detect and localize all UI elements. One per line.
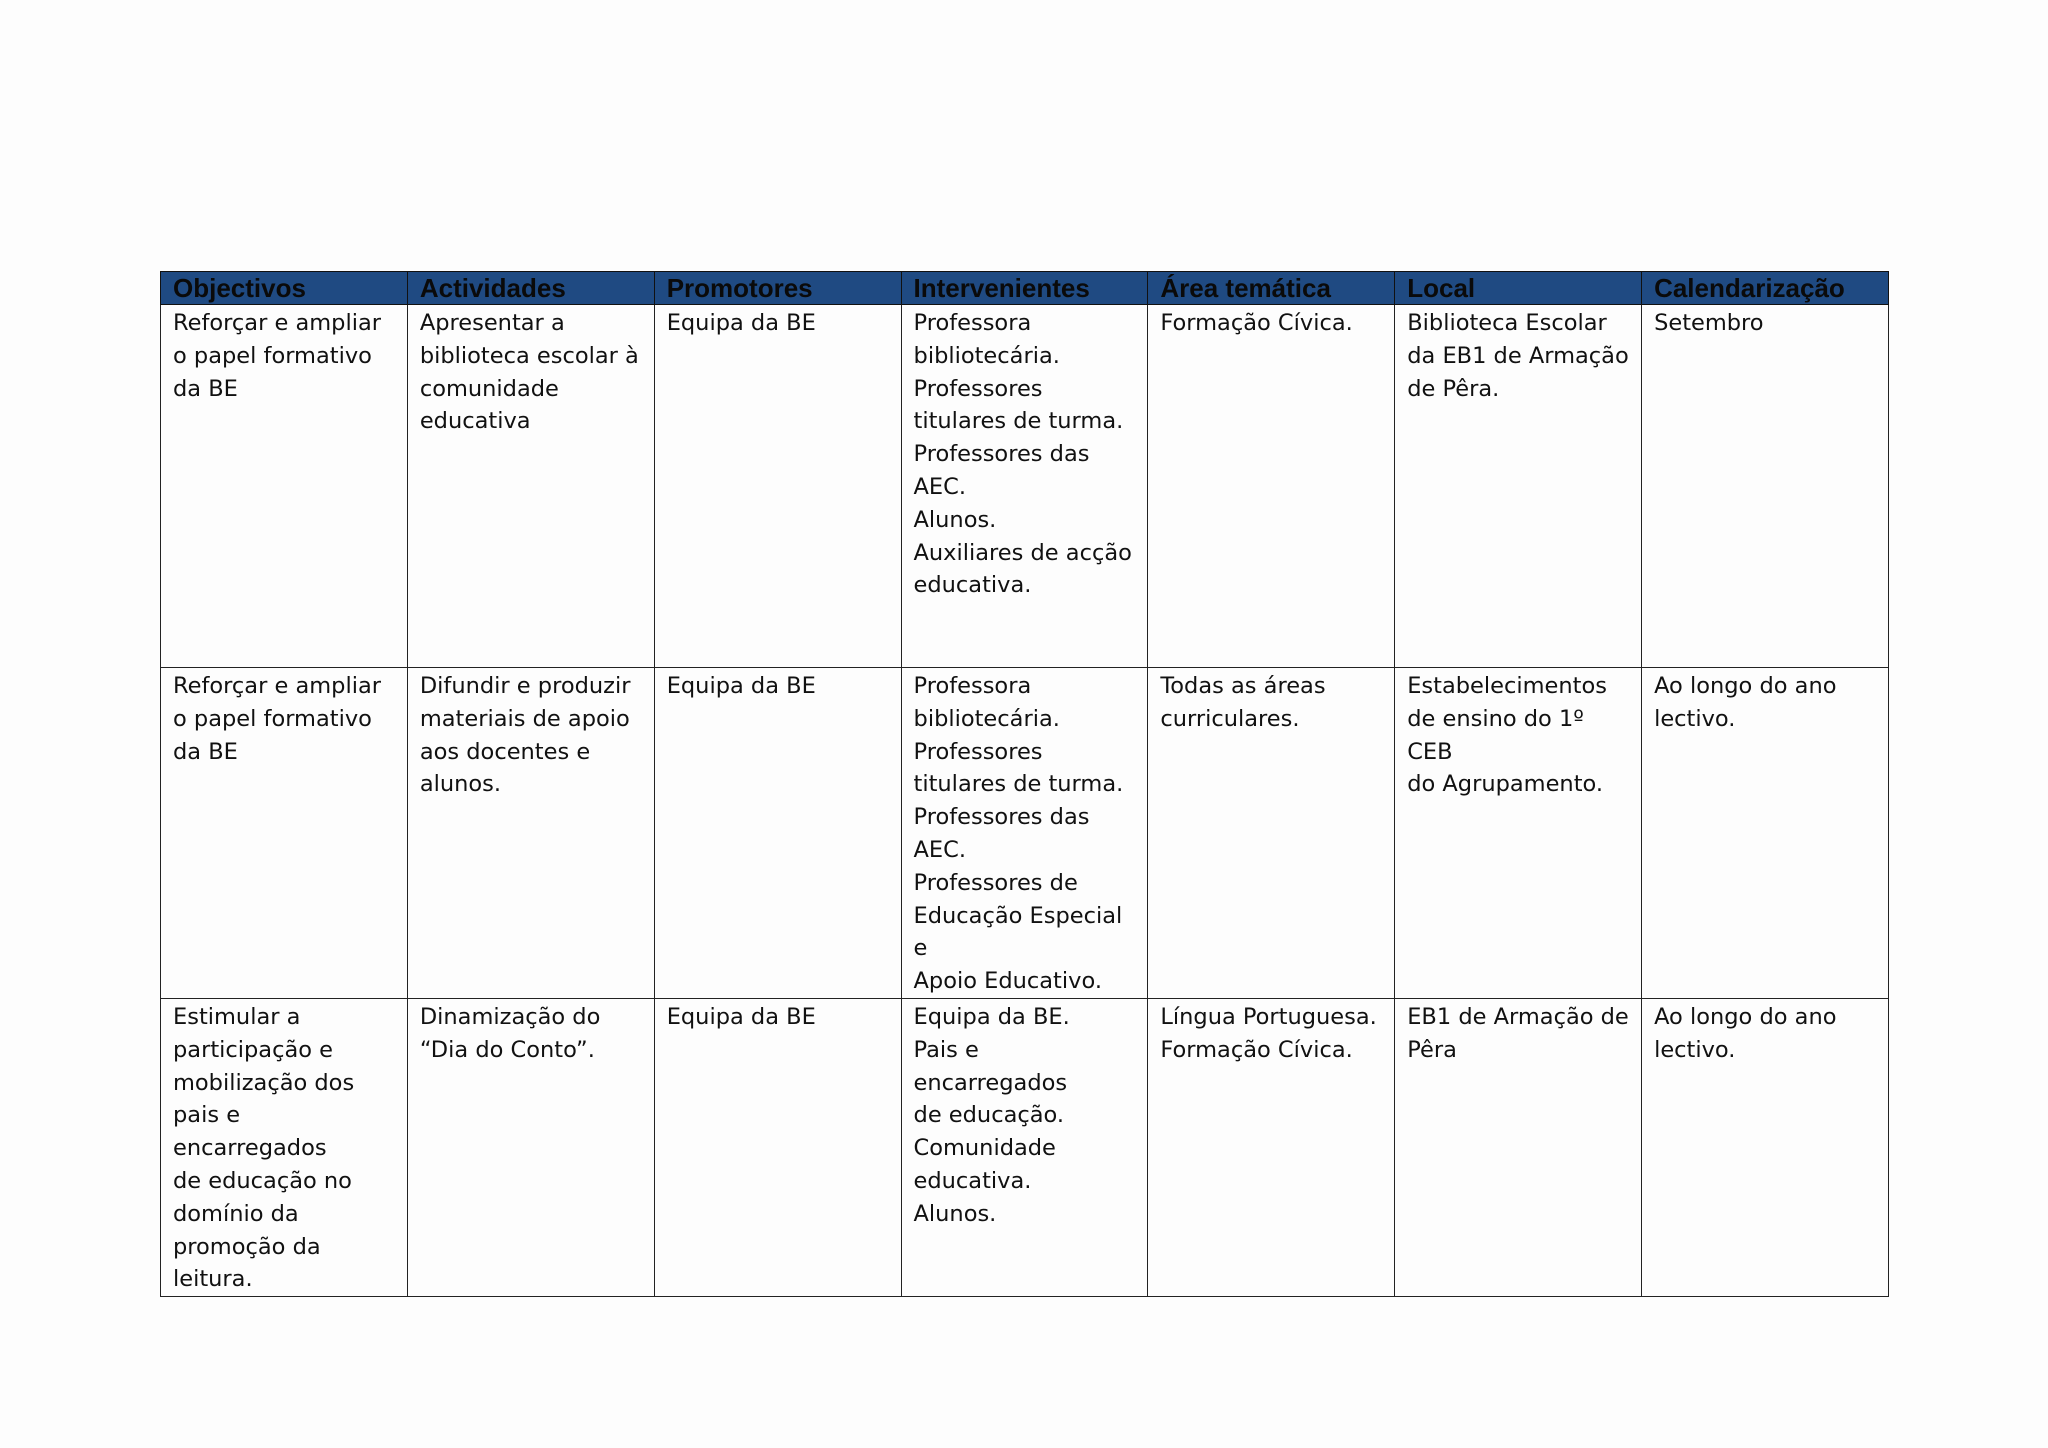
table-row (161, 998, 1889, 1296)
cell-promotores: Equipa da BE (654, 998, 901, 1296)
header-actividades: Actividades (407, 272, 654, 305)
cell-intervenientes: Professora bibliotecária. Professores titulares de turma. Professores das AEC. Alunos. Auxiliares de acção educativa. (901, 305, 1148, 668)
cell-promotores: Equipa da BE (654, 305, 901, 668)
header-intervenientes: Intervenientes (901, 272, 1148, 305)
header-area-tematica: Área temática (1148, 272, 1395, 305)
cell-local: Biblioteca Escolar da EB1 de Armação de Pêra. (1395, 305, 1642, 668)
cell-calendarizacao: Ao longo do ano lectivo. (1642, 668, 1889, 999)
header-row (161, 272, 1889, 305)
header-local: Local (1395, 272, 1642, 305)
cell-local: EB1 de Armação de Pêra (1395, 998, 1642, 1296)
table-row (161, 668, 1889, 999)
header-promotores: Promotores (654, 272, 901, 305)
table-row (161, 305, 1889, 668)
header-calendarizacao: Calendarização (1642, 272, 1889, 305)
cell-actividades: Apresentar a biblioteca escolar à comunidade educativa (407, 305, 654, 668)
cell-intervenientes: Equipa da BE. Pais e encarregados de educação. Comunidade educativa. Alunos. (901, 998, 1148, 1296)
header-objectivos: Objectivos (161, 272, 408, 305)
cell-local: Estabelecimentos de ensino do 1º CEB do Agrupamento. (1395, 668, 1642, 999)
cell-area-tematica: Língua Portuguesa. Formação Cívica. (1148, 998, 1395, 1296)
cell-intervenientes: Professora bibliotecária. Professores titulares de turma. Professores das AEC. Professores de Educação Especial e Apoio Educativo. (901, 668, 1148, 999)
cell-objectivos: Reforçar e ampliar o papel formativo da BE (161, 305, 408, 668)
cell-actividades: Difundir e produzir materiais de apoio aos docentes e alunos. (407, 668, 654, 999)
cell-promotores: Equipa da BE (654, 668, 901, 999)
cell-objectivos: Estimular a participação e mobilização dos pais e encarregados de educação no domínio da promoção da leitura. (161, 998, 408, 1296)
table-header (161, 272, 1889, 305)
cell-area-tematica: Formação Cívica. (1148, 305, 1395, 668)
cell-objectivos: Reforçar e ampliar o papel formativo da BE (161, 668, 408, 999)
table-body (161, 305, 1889, 1297)
cell-calendarizacao: Ao longo do ano lectivo. (1642, 998, 1889, 1296)
cell-actividades: Dinamização do “Dia do Conto”. (407, 998, 654, 1296)
cell-area-tematica: Todas as áreas curriculares. (1148, 668, 1395, 999)
activity-plan-table (160, 271, 1889, 1297)
cell-calendarizacao: Setembro (1642, 305, 1889, 668)
